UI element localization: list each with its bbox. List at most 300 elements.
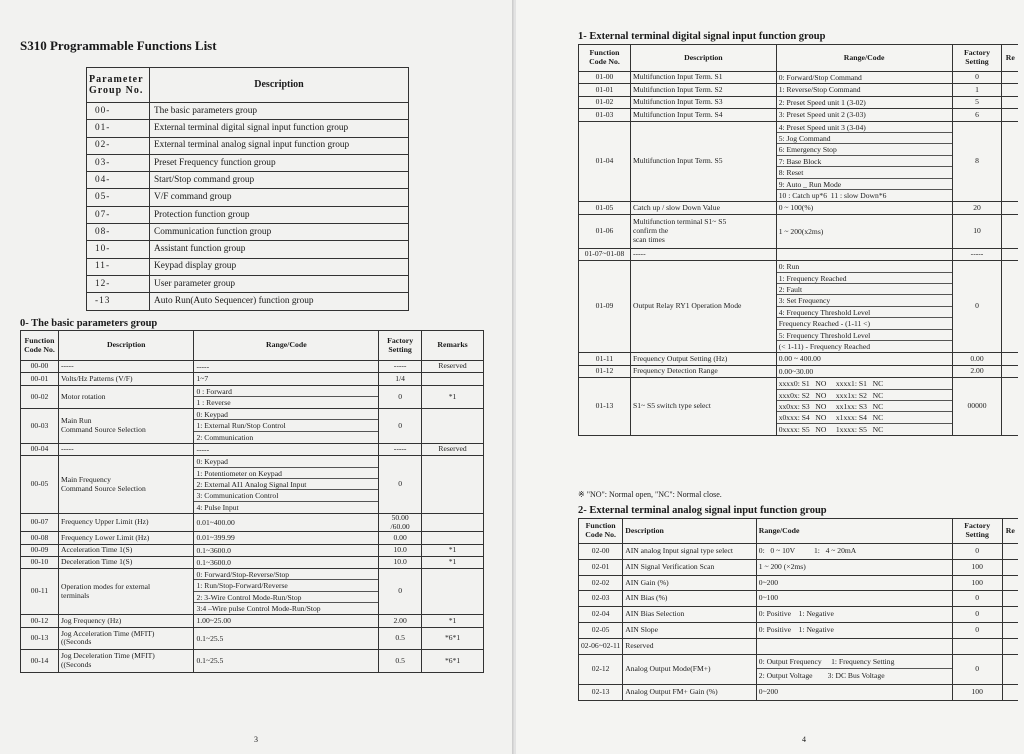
right-page <box>516 0 1024 754</box>
remarks-cell <box>1002 638 1018 654</box>
range-line: 2: 3-Wire Control Mode-Run/Stop <box>194 592 378 603</box>
description-cell: ----- <box>630 248 776 260</box>
function-code-cell: 01-13 <box>579 378 631 436</box>
code-header: Function Code No. <box>579 45 631 72</box>
range-cell <box>194 544 379 556</box>
range-line <box>777 249 952 260</box>
range-line: 6: Emergency Stop <box>777 144 952 155</box>
range-cell <box>194 556 379 568</box>
description-header: Description <box>630 45 776 72</box>
range-cell <box>194 513 379 531</box>
range-line: 3: Set Frequency <box>777 295 952 306</box>
table-row <box>21 556 484 568</box>
range-line: 0: Positive 1: Negative <box>758 624 834 634</box>
range-cell <box>756 638 952 654</box>
factory-setting-cell: 8 <box>952 121 1002 202</box>
description-cell: Frequency Output Setting (Hz) <box>630 353 776 365</box>
description-header: Description <box>150 68 409 103</box>
range-line: 0.1~3600.0 <box>196 545 231 555</box>
description-cell: Frequency Upper Limit (Hz) <box>58 513 194 531</box>
group-no-cell: 11- <box>87 258 150 275</box>
remarks-cell <box>1002 96 1018 108</box>
factory-setting-cell: 0.00 <box>952 353 1002 365</box>
description-cell: Volts/Hz Patterns (V/F) <box>58 373 194 385</box>
table-row <box>579 378 1019 436</box>
factory-setting-cell: 100 <box>952 575 1002 591</box>
function-code-cell: 00-10 <box>21 556 59 568</box>
function-code-cell: 00-11 <box>21 569 59 615</box>
table-row <box>579 261 1019 353</box>
range-line: 0~100 <box>758 593 779 603</box>
factory-setting-cell: 0.00 <box>379 532 422 544</box>
remarks-cell: *1 <box>422 615 484 627</box>
remarks-cell: Reserved <box>422 361 484 373</box>
range-header: Range/Code <box>756 519 952 544</box>
remarks-cell <box>1002 685 1018 701</box>
range-cell <box>194 444 379 456</box>
range-line: 1: External Run/Stop Control <box>194 420 378 431</box>
range-line: ----- <box>196 445 210 455</box>
remarks-cell: *1 <box>422 556 484 568</box>
description-cell: Multifunction Input Term. S1 <box>630 72 776 84</box>
remarks-cell <box>1002 607 1018 623</box>
range-line: 0.01~400.00 <box>196 517 235 527</box>
range-line: 0~200 <box>758 577 779 587</box>
group-no-cell: 02- <box>87 137 150 154</box>
range-cell <box>756 591 952 607</box>
remarks-cell: *1 <box>422 385 484 409</box>
range-line: 7: Base Block <box>777 156 952 167</box>
range-cell <box>776 365 952 377</box>
description-cell: Multifunction Input Term. S2 <box>630 84 776 96</box>
digital-input-table <box>578 44 1018 436</box>
range-line: 0.1~25.5 <box>196 633 224 643</box>
function-code-cell: 00-01 <box>21 373 59 385</box>
group-no-cell: 10- <box>87 241 150 258</box>
function-code-cell: 02-03 <box>579 591 623 607</box>
range-line: 1: Potentiometer on Keypad <box>194 468 378 479</box>
range-cell <box>756 575 952 591</box>
table-row <box>21 569 484 615</box>
range-line: ----- <box>196 362 210 371</box>
range-cell <box>776 96 952 108</box>
range-line: 5: Jog Command <box>777 133 952 144</box>
factory-setting-cell: 0 <box>379 409 422 444</box>
function-code-cell: 00-14 <box>21 650 59 673</box>
table-row <box>87 258 409 275</box>
remarks-cell <box>1002 109 1018 121</box>
table-row <box>579 353 1019 365</box>
table-row <box>21 627 484 650</box>
description-cell: Analog Output FM+ Gain (%) <box>623 685 757 701</box>
group-no-cell: 08- <box>87 224 150 241</box>
range-cell <box>194 532 379 544</box>
range-cell <box>776 214 952 248</box>
range-line: 0.1~25.5 <box>196 656 224 666</box>
table-row <box>579 591 1019 607</box>
group-no-cell: -13 <box>87 293 150 310</box>
factory-setting-cell: 50.00 /60.00 <box>379 513 422 531</box>
range-cell <box>776 202 952 214</box>
range-cell <box>194 569 379 615</box>
function-code-cell: 01-07~01-08 <box>579 248 631 260</box>
range-line: 0: Keypad <box>194 456 378 467</box>
group-no-cell: 03- <box>87 154 150 171</box>
table-row <box>579 622 1019 638</box>
table-row <box>21 615 484 627</box>
remarks-cell <box>422 532 484 544</box>
function-code-cell: 00-03 <box>21 409 59 444</box>
range-line: 4: Preset Speed unit 3 (3-04) <box>777 122 952 133</box>
range-line: 0 : Forward <box>194 386 378 397</box>
analog-input-table <box>578 518 1018 701</box>
parameter-group-table <box>86 67 409 311</box>
range-line: 0.00~30.00 <box>778 366 814 376</box>
group-description-cell: Communication function group <box>150 224 409 241</box>
factory-setting-cell: 1/4 <box>379 373 422 385</box>
function-code-cell: 01-05 <box>579 202 631 214</box>
range-line: 1~7 <box>196 374 209 384</box>
factory-setting-cell: 2.00 <box>379 615 422 627</box>
range-cell <box>756 654 952 685</box>
factory-setting-cell: 0 <box>952 544 1002 560</box>
remarks-cell <box>422 456 484 513</box>
table-row <box>579 214 1019 248</box>
table-row <box>87 189 409 206</box>
description-cell: S1~ S5 switch type select <box>630 378 776 436</box>
remarks-cell <box>1002 261 1018 353</box>
function-code-cell: 00-09 <box>21 544 59 556</box>
code-header: Function Code No. <box>21 331 59 361</box>
factory-setting-cell: 0.5 <box>379 650 422 673</box>
group-description-cell: Keypad display group <box>150 258 409 275</box>
range-line: 1: Run/Stop-Forward/Reverse <box>194 580 378 591</box>
table-row <box>579 72 1019 84</box>
function-code-cell: 01-06 <box>579 214 631 248</box>
remarks-cell <box>1002 84 1018 96</box>
range-line: xxxx0: S1 NO xxxx1: S1 NC <box>777 378 952 389</box>
range-line: 0: Run <box>777 261 952 272</box>
function-code-cell: 01-03 <box>579 109 631 121</box>
description-cell: Jog Deceleration Time (MFIT) ((Seconds <box>58 650 194 673</box>
table-row <box>21 532 484 544</box>
function-code-cell: 01-02 <box>579 96 631 108</box>
range-cell <box>776 84 952 96</box>
description-cell: Operation modes for external terminals <box>58 569 194 615</box>
range-line: 1 : Reverse <box>196 397 231 407</box>
table-row <box>87 275 409 292</box>
table-row <box>579 109 1019 121</box>
table-row <box>579 121 1019 202</box>
range-line: 10 : Catch up*6 11 : slow Down*6 <box>778 190 887 200</box>
table-row <box>87 241 409 258</box>
function-code-cell: 02-04 <box>579 607 623 623</box>
range-header: Range/Code <box>776 45 952 72</box>
description-cell: Motor rotation <box>58 385 194 409</box>
function-code-cell: 00-13 <box>21 627 59 650</box>
description-cell: AIN Bias Selection <box>623 607 757 623</box>
section-title: 0- The basic parameters group <box>20 318 158 329</box>
function-code-cell: 02-00 <box>579 544 623 560</box>
description-cell: Jog Frequency (Hz) <box>58 615 194 627</box>
function-code-cell: 00-02 <box>21 385 59 409</box>
basic-parameters-table <box>20 330 484 673</box>
description-cell: AIN Slope <box>623 622 757 638</box>
factory-setting-cell: 5 <box>952 96 1002 108</box>
range-line: 3: Communication Control <box>194 490 378 501</box>
remarks-cell <box>1002 378 1018 436</box>
range-line: 4: Pulse Input <box>196 502 239 512</box>
remarks-cell <box>1002 591 1018 607</box>
range-cell <box>194 361 379 373</box>
table-row <box>579 654 1019 685</box>
remarks-cell <box>422 513 484 531</box>
note: ※ "NO": Normal open, "NC": Normal close. <box>578 490 722 499</box>
table-row <box>579 544 1019 560</box>
description-cell: ----- <box>58 361 194 373</box>
description-cell: Analog Output Mode(FM+) <box>623 654 757 685</box>
function-code-cell: 01-01 <box>579 84 631 96</box>
factory-header: Factory Setting <box>952 519 1002 544</box>
function-code-cell: 01-04 <box>579 121 631 202</box>
range-line: 2: Fault <box>777 284 952 295</box>
range-line: (< 1-11) - Frequency Reached <box>778 342 870 351</box>
remarks-cell <box>422 373 484 385</box>
range-cell <box>194 650 379 673</box>
factory-setting-cell: 0 <box>952 654 1002 685</box>
function-code-cell: 01-09 <box>579 261 631 353</box>
function-code-cell: 02-13 <box>579 685 623 701</box>
factory-header: Factory Setting <box>952 45 1002 72</box>
function-code-cell: 00-00 <box>21 361 59 373</box>
range-cell <box>776 248 952 260</box>
description-cell: AIN Bias (%) <box>623 591 757 607</box>
range-cell <box>776 121 952 202</box>
range-cell <box>776 261 952 353</box>
range-cell <box>194 456 379 513</box>
table-row <box>87 172 409 189</box>
table-row <box>579 607 1019 623</box>
range-cell <box>756 607 952 623</box>
remarks-cell <box>1002 575 1018 591</box>
table-row <box>579 638 1019 654</box>
function-code-cell: 01-12 <box>579 365 631 377</box>
table-row <box>21 373 484 385</box>
factory-setting-cell: 10.0 <box>379 556 422 568</box>
function-code-cell: 02-12 <box>579 654 623 685</box>
remarks-cell <box>1002 202 1018 214</box>
range-line: 3:4 –Wire pulse Control Mode-Run/Stop <box>196 604 321 614</box>
factory-setting-cell: 00000 <box>952 378 1002 436</box>
range-line: 0 ~ 100(%) <box>778 203 814 213</box>
description-cell: Jog Acceleration Time (MFIT) ((Seconds <box>58 627 194 650</box>
function-code-cell: 00-05 <box>21 456 59 513</box>
table-row <box>579 575 1019 591</box>
table-row <box>579 84 1019 96</box>
range-cell <box>776 353 952 365</box>
range-line: 1: Frequency Reached <box>777 273 952 284</box>
range-line: 0.00 ~ 400.00 <box>778 354 821 364</box>
description-header: Description <box>623 519 757 544</box>
table-row <box>87 293 409 310</box>
factory-setting-cell: 10.0 <box>379 544 422 556</box>
factory-setting-cell: 10 <box>952 214 1002 248</box>
table-row <box>579 559 1019 575</box>
factory-setting-cell: 6 <box>952 109 1002 121</box>
range-line: 2: Communication <box>196 432 254 442</box>
description-cell: Multifunction Input Term. S3 <box>630 96 776 108</box>
page-number: 3 <box>254 735 258 744</box>
description-cell: Main Frequency Command Source Selection <box>58 456 194 513</box>
factory-setting-cell: 100 <box>952 685 1002 701</box>
factory-setting-cell: 100 <box>952 559 1002 575</box>
remarks-cell <box>1002 121 1018 202</box>
range-cell <box>194 627 379 650</box>
range-line: 1 ~ 200(x2ms) <box>778 226 824 236</box>
remarks-cell <box>1002 353 1018 365</box>
range-line: 1.00~25.00 <box>196 616 231 626</box>
range-line: 0: Keypad <box>194 409 378 420</box>
range-cell <box>194 373 379 385</box>
function-code-cell: 00-12 <box>21 615 59 627</box>
range-line: 1: Reverse/Stop Command <box>778 85 861 95</box>
description-cell: AIN Gain (%) <box>623 575 757 591</box>
factory-header: Factory Setting <box>379 331 422 361</box>
range-line: 3: Preset Speed unit 2 (3-03) <box>778 110 866 120</box>
group-no-cell: 00- <box>87 103 150 120</box>
page-title: S310 Programmable Functions List <box>20 38 217 53</box>
remarks-cell: *6*1 <box>422 650 484 673</box>
factory-setting-cell: 0 <box>379 569 422 615</box>
table-row <box>87 103 409 120</box>
function-code-cell: 01-00 <box>579 72 631 84</box>
table-row <box>87 137 409 154</box>
range-cell <box>194 409 379 444</box>
description-cell: Frequency Lower Limit (Hz) <box>58 532 194 544</box>
remarks-cell <box>422 409 484 444</box>
table-row <box>21 456 484 513</box>
factory-setting-cell: 0 <box>952 72 1002 84</box>
group-no-header: Parameter Group No. <box>87 68 150 103</box>
group-no-cell: 04- <box>87 172 150 189</box>
range-cell <box>756 559 952 575</box>
range-line <box>757 639 952 654</box>
range-header: Range/Code <box>194 331 379 361</box>
function-code-cell: 00-08 <box>21 532 59 544</box>
table-row <box>579 202 1019 214</box>
factory-setting-cell: 0 <box>379 456 422 513</box>
page-number: 4 <box>802 735 806 744</box>
table-row <box>21 650 484 673</box>
description-cell: Catch up / slow Down Value <box>630 202 776 214</box>
table-row <box>87 224 409 241</box>
description-cell: Reserved <box>623 638 757 654</box>
group-description-cell: User parameter group <box>150 275 409 292</box>
factory-setting-cell <box>952 638 1002 654</box>
group-no-cell: 07- <box>87 206 150 223</box>
factory-setting-cell: 2.00 <box>952 365 1002 377</box>
range-line: 2: Preset Speed unit 1 (3-02) <box>778 97 866 107</box>
description-cell: ----- <box>58 444 194 456</box>
remarks-cell <box>1002 544 1018 560</box>
range-line: xxx0x: S2 NO xxx1x: S2 NC <box>777 390 952 401</box>
table-row <box>87 206 409 223</box>
description-cell: Multifunction Input Term. S4 <box>630 109 776 121</box>
table-row <box>21 409 484 444</box>
group-description-cell: External terminal analog signal input function group <box>150 137 409 154</box>
remarks-header: Re <box>1002 45 1018 72</box>
remarks-header: Remarks <box>422 331 484 361</box>
group-description-cell: Auto Run(Auto Sequencer) function group <box>150 293 409 310</box>
table-row <box>21 361 484 373</box>
range-line: 9: Auto _ Run Mode <box>777 179 952 190</box>
range-cell <box>756 685 952 701</box>
factory-setting-cell: 20 <box>952 202 1002 214</box>
description-cell: Acceleration Time 1(S) <box>58 544 194 556</box>
factory-setting-cell: ----- <box>379 361 422 373</box>
section-title: 2- External terminal analog signal input function group <box>578 505 827 516</box>
remarks-cell: Reserved <box>422 444 484 456</box>
description-header: Description <box>58 331 194 361</box>
function-code-cell: 00-07 <box>21 513 59 531</box>
description-cell: AIN analog Input signal type select <box>623 544 757 560</box>
section-title: 1- External terminal digital signal input function group <box>578 31 826 42</box>
group-description-cell: Assistant function group <box>150 241 409 258</box>
table-row <box>21 444 484 456</box>
remarks-cell: *1 <box>422 544 484 556</box>
group-description-cell: Start/Stop command group <box>150 172 409 189</box>
group-description-cell: Protection function group <box>150 206 409 223</box>
range-line: 5: Frequency Threshold Level <box>777 330 952 341</box>
group-no-cell: 12- <box>87 275 150 292</box>
remarks-cell: *6*1 <box>422 627 484 650</box>
range-line: 2: Output Voltage 3: DC Bus Voltage <box>758 671 885 681</box>
remarks-cell <box>1002 559 1018 575</box>
table-row <box>87 154 409 171</box>
range-line: 0~200 <box>758 687 779 697</box>
range-line: xx0xx: S3 NO xx1xx: S3 NC <box>777 401 952 412</box>
range-cell <box>776 378 952 436</box>
description-cell: Main Run Command Source Selection <box>58 409 194 444</box>
table-row <box>21 513 484 531</box>
range-cell <box>776 109 952 121</box>
factory-setting-cell: ----- <box>952 248 1002 260</box>
function-code-cell: 02-05 <box>579 622 623 638</box>
range-line: 0.01~399.99 <box>196 533 235 543</box>
group-no-cell: 05- <box>87 189 150 206</box>
remarks-header: Re <box>1002 519 1018 544</box>
remarks-cell <box>1002 248 1018 260</box>
factory-setting-cell: ----- <box>379 444 422 456</box>
function-code-cell: 01-11 <box>579 353 631 365</box>
range-cell <box>756 622 952 638</box>
range-line: 4: Frequency Threshold Level <box>777 307 952 318</box>
remarks-cell <box>1002 622 1018 638</box>
table-row <box>87 120 409 137</box>
range-line: 0: Forward/Stop-Reverse/Stop <box>194 569 378 580</box>
range-line: 1 ~ 200 (×2ms) <box>758 561 806 571</box>
remarks-cell <box>1002 654 1018 685</box>
table-row <box>579 365 1019 377</box>
table-row <box>579 685 1019 701</box>
range-cell <box>776 72 952 84</box>
range-line: x0xxx: S4 NO x1xxx: S4 NC <box>777 412 952 423</box>
factory-setting-cell: 0 <box>379 385 422 409</box>
table-row <box>579 248 1019 260</box>
range-line: 0: 0 ~ 10V 1: 4 ~ 20mA <box>758 546 857 555</box>
group-no-cell: 01- <box>87 120 150 137</box>
range-line: 0: Output Frequency 1: Frequency Setting <box>757 655 952 670</box>
